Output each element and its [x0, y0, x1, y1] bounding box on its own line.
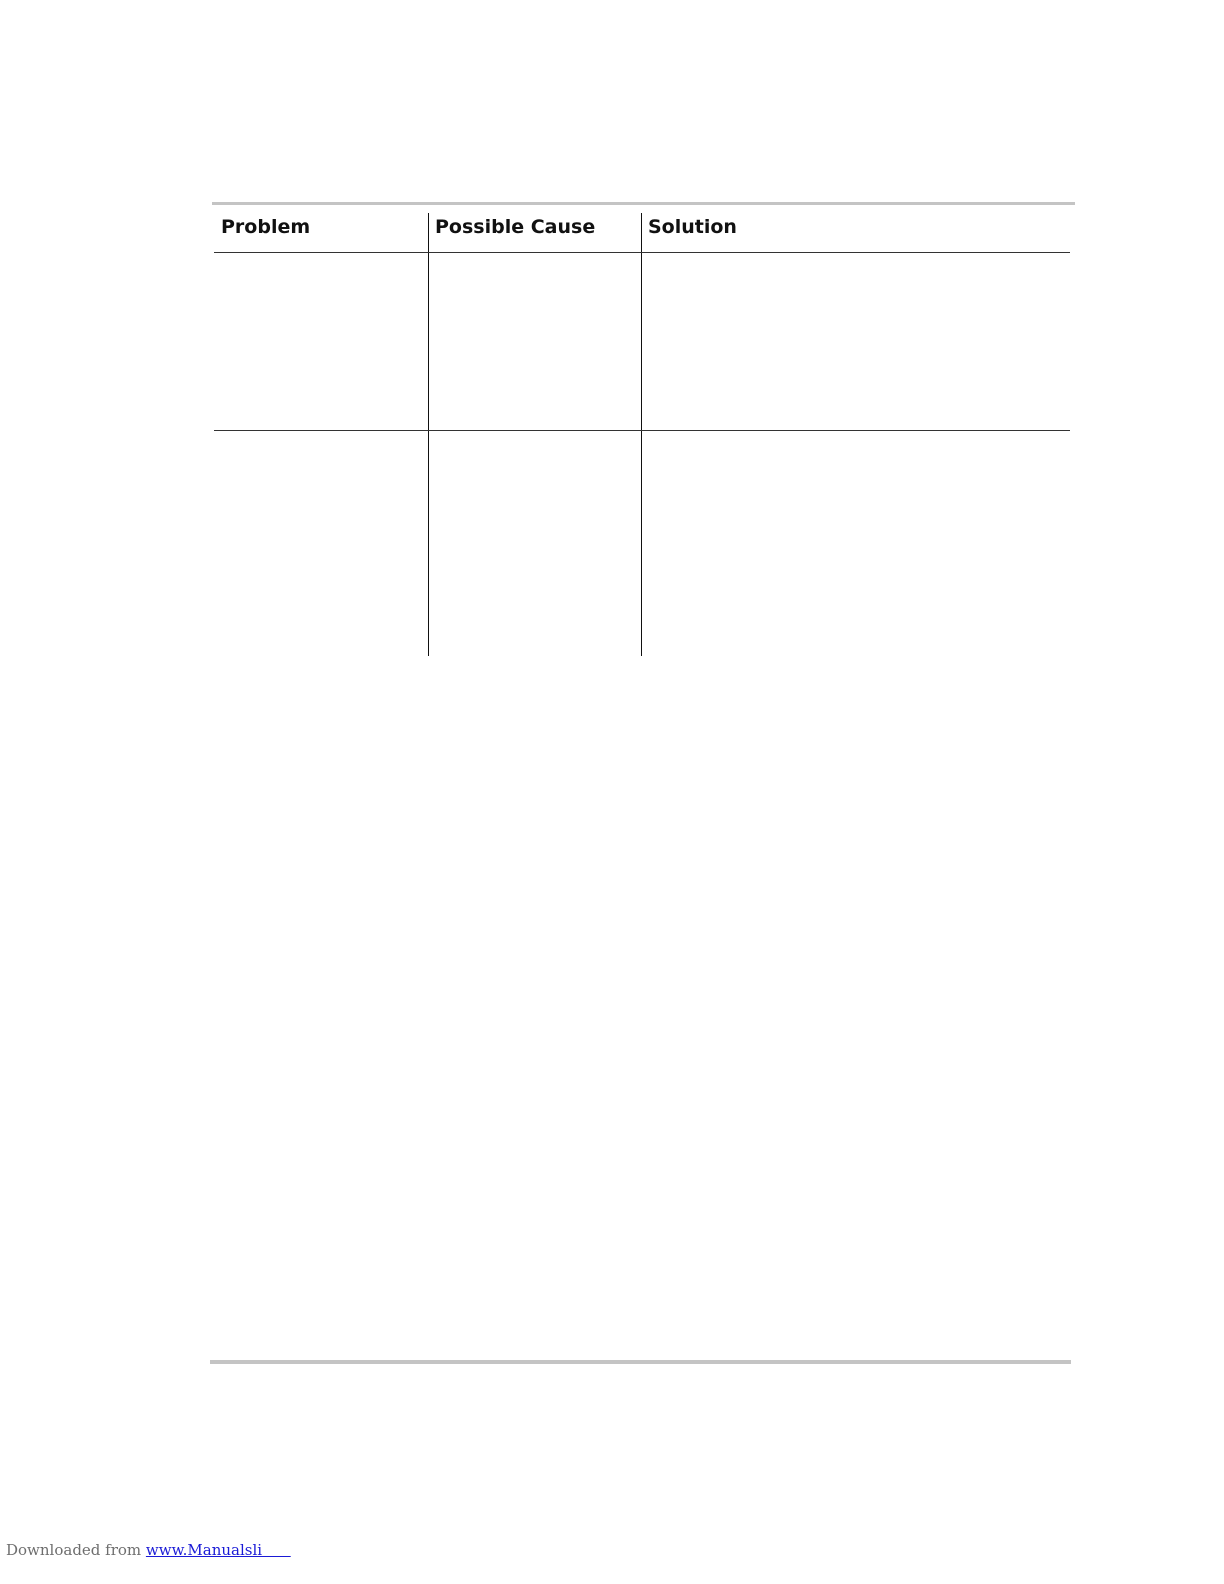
- bottom-rule: [210, 1360, 1071, 1364]
- footer-prefix: Downloaded from: [6, 1541, 146, 1559]
- top-rule: [212, 202, 1075, 205]
- table-row: [214, 431, 1070, 656]
- column-header-solution: Solution: [648, 216, 737, 238]
- footer-link[interactable]: www.Manualsli: [145, 1541, 291, 1559]
- table-row: [214, 253, 1070, 430]
- column-header-possible-cause: Possible Cause: [435, 216, 596, 238]
- column-header-problem: Problem: [221, 216, 311, 238]
- download-footer: [6, 1541, 291, 1559]
